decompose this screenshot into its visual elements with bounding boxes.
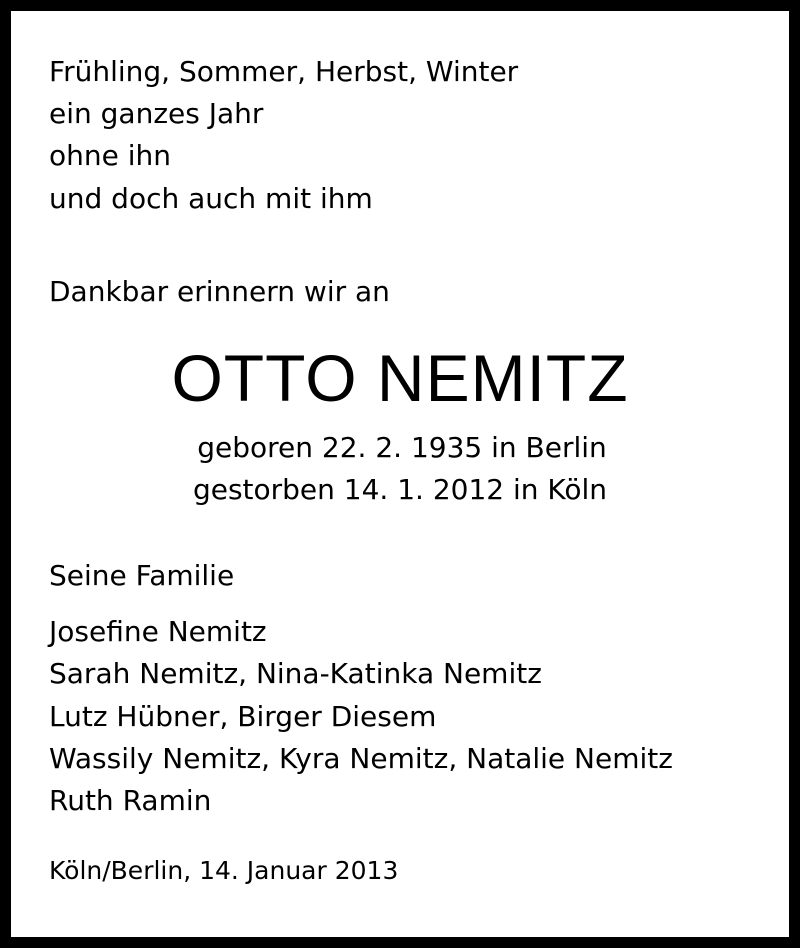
family-member: Sarah Nemitz, Nina-Katinka Nemitz (49, 657, 542, 690)
intro-text: Dankbar erinnern wir an (49, 275, 390, 308)
place-and-date: Köln/Berlin, 14. Januar 2013 (49, 856, 399, 885)
poem-line-1: Frühling, Sommer, Herbst, Winter (49, 55, 519, 88)
family-member: Wassily Nemitz, Kyra Nemitz, Natalie Nemitz (49, 742, 673, 775)
family-heading: Seine Familie (49, 559, 235, 592)
family-member: Ruth Ramin (49, 784, 212, 817)
poem-line-2: ein ganzes Jahr (49, 97, 264, 130)
deceased-name: OTTO NEMITZ (171, 341, 629, 415)
family-member: Lutz Hübner, Birger Diesem (49, 700, 437, 733)
death-date: gestorben 14. 1. 2012 in Köln (192, 473, 608, 506)
birth-date: geboren 22. 2. 1935 in Berlin (197, 431, 607, 464)
poem-line-3: ohne ihn (49, 139, 172, 172)
poem-line-4: und doch auch mit ihm (49, 182, 373, 215)
family-member: Josefine Nemitz (49, 615, 267, 648)
